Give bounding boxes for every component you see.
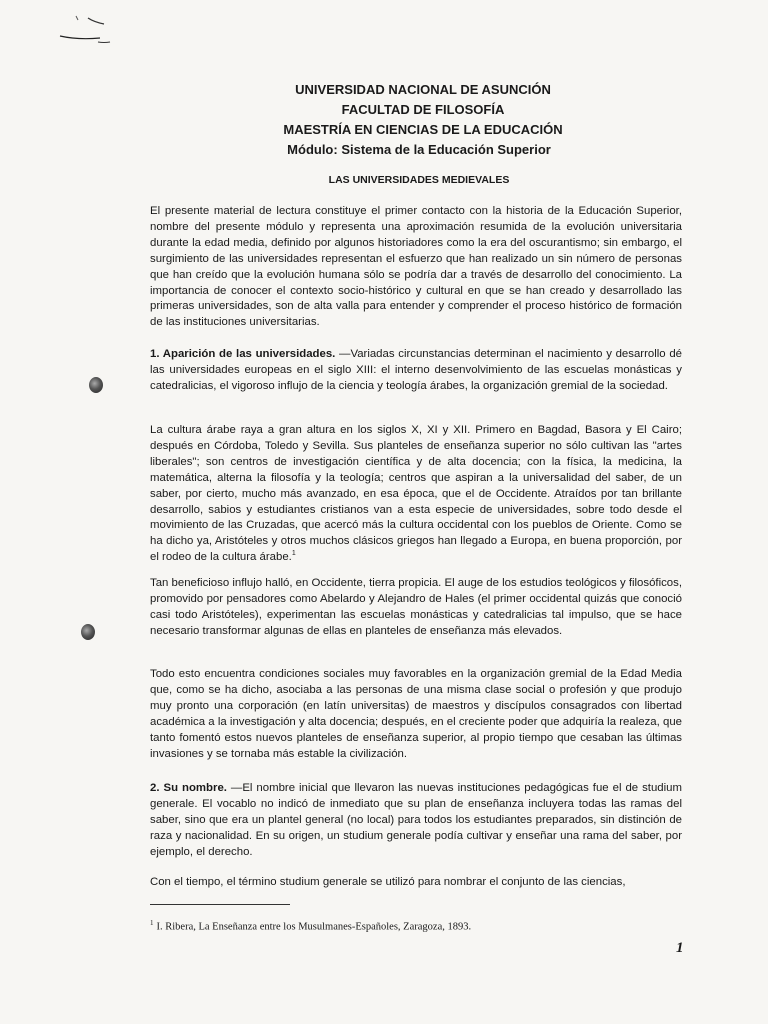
intro-paragraph xyxy=(150,204,682,331)
paragraph-text: Tan beneficioso influjo halló, en Occidente, tierra propicia. El auge de los estudios teológicos y filosóficos, promovido por pensadores como Abelardo y Alejandro de Hales (el primer occidental quizás que conoció casi todo Aristóteles), experimentan las escuelas monásticas y catedralicias tal impulso, que se hace necesario transformar algunas de ellas en planteles de enseñanza más elevados. xyxy=(150,577,682,637)
paragraph-text: La cultura árabe raya a gran altura en los siglos X, XI y XII. Primero en Bagdad, Basora y El Cairo; después en Córdoba, Toledo y Sevilla. Sus planteles de enseñanza superior no sólo cultivan las "artes liberales"; son centros de investigación científica y de alta docencia; con la física, la medicina, la matemática, alterna la filosofía y la teología; centros que aspiran a la universalidad del saber, de un saber, por cierto, mucho más avanzado, en esa época, que el de Occidente. Atraídos por tan brillante desarrollo, sabios y estudiantes cristianos van a esta especie de universidades, sobre todo desde el movimiento de las Cruzadas, que acercó más la cultura occidental con los pueblos de Oriente. Como se ha dicho ya, Aristóteles y otros muchos clásicos griegos han llegado a Europa, en buena proporción, por el rodeo de la cultura árabe. xyxy=(150,424,682,564)
paragraph-text: El presente material de lectura constituye el primer contacto con la historia de la Educación Superior, nombre del presente módulo y representa una aproximación resumida de la evolución universitaria durante la edad media, definido por algunos historiadores como la era del oscurantismo; sin embargo, el surgimiento de las universidades representan el esfuerzo que han realizado un sin número de personas que han creído que la evolución humana sólo se podría dar a través de desarrollo del conocimiento. La importancia de conocer el contexto socio-histórico y cultural en que se han creado y desarrollado las primeras universidades, son de alta valla para entender y comprender el proceso histórico de formación de las instituciones universitarias. xyxy=(150,205,682,329)
module-name: Módulo: Sistema de la Educación Superior xyxy=(287,142,551,157)
punch-hole xyxy=(81,624,95,640)
section-title: LAS UNIVERSIDADES MEDIEVALES xyxy=(328,174,510,186)
faculty-name: FACULTAD DE FILOSOFÍA xyxy=(341,102,505,117)
footnote xyxy=(150,919,650,933)
program-name: MAESTRÍA EN CIENCIAS DE LA EDUCACIÓN xyxy=(283,122,563,137)
closing-paragraph xyxy=(150,875,682,891)
section-2-paragraph xyxy=(150,781,682,861)
section-heading: 1. Aparición de las universidades. xyxy=(150,348,336,360)
footnote-text: I. Ribera, La Enseñanza entre los Musulmanes-Españoles, Zaragoza, 1893. xyxy=(156,921,472,933)
paragraph-text: —El nombre inicial que llevaron las nuevas instituciones pedagógicas fue el de studium generale. El vocablo no indicó de inmediato que su plan de enseñanza incluyera todas las ramas del saber, sino que era un plantel general (no local) para todos los estudiantes preparados, sin distinción de raza y nacionalidad. En su origen, un studium generale podía cultivar y enseñar una rama del saber, por ejemplo, el derecho. xyxy=(150,782,682,858)
section-heading: 2. Su nombre. xyxy=(150,782,227,794)
university-name: UNIVERSIDAD NACIONAL DE ASUNCIÓN xyxy=(295,82,551,97)
guild-paragraph xyxy=(150,667,682,762)
page-number: 1 xyxy=(676,940,684,956)
document-header xyxy=(0,80,768,160)
punch-hole xyxy=(89,377,103,393)
pen-mark xyxy=(58,12,128,52)
footnote-divider xyxy=(150,904,290,905)
paragraph-text: Con el tiempo, el término studium generale se utilizó para nombrar el conjunto de las ciencias, xyxy=(150,876,626,888)
paragraph-text: Todo esto encuentra condiciones sociales muy favorables en la organización gremial de la Edad Media que, como se ha dicho, asociaba a las personas de una misma clase social o profesión y que produjo muy pronto una corporación (en latín universitas) de maestros y discípulos consagrados con libertad académica a la investigación y alta docencia; después, en el creciente poder que adquiría la realeza, que tanto fomentó estos nuevos planteles de enseñanza superior, al propio tiempo que cesaban las últimas invasiones y se tornaba más estable la civilización. xyxy=(150,668,682,760)
occident-paragraph xyxy=(150,576,682,640)
footnote-number: 1 xyxy=(150,919,154,927)
section-1-paragraph xyxy=(150,347,682,395)
footnote-reference: 1 xyxy=(291,550,296,558)
arab-culture-paragraph xyxy=(150,423,682,566)
paragraph-text: —Variadas circunstancias determinan el nacimiento y desarrollo dé las universidades europeas en el siglo XIII: el interno desenvolvimiento de las escuelas monásticas y catedralicias, el vigoroso influjo de la ciencia y teología árabes, la organización gremial de la sociedad. xyxy=(150,348,682,392)
